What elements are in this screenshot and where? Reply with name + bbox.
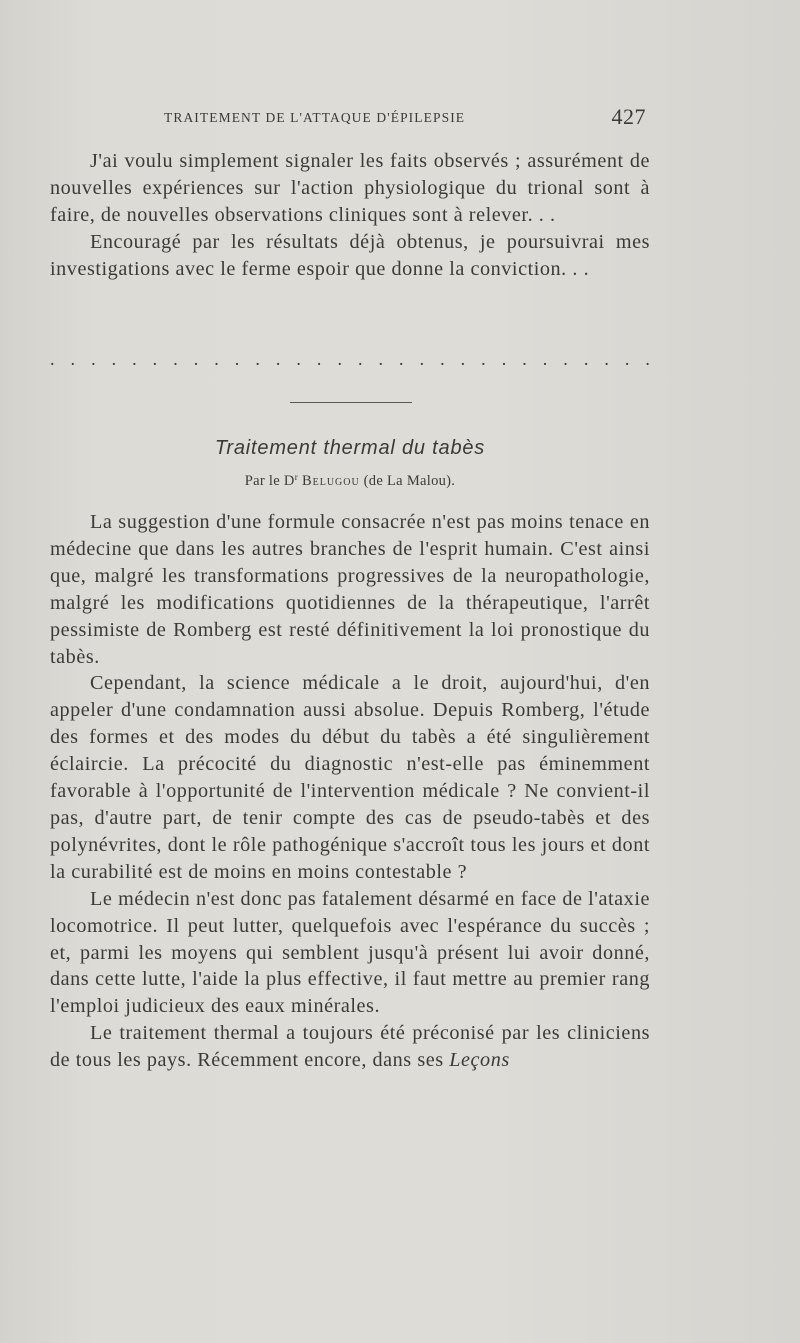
ellipsis-dot: . xyxy=(70,349,76,369)
ellipsis-dot: . xyxy=(440,349,445,369)
previous-article-conclusion xyxy=(50,148,650,283)
paragraph xyxy=(50,1020,650,1074)
ellipsis-dot: . xyxy=(583,349,589,369)
section-divider xyxy=(290,402,412,403)
ellipsis-dot: . xyxy=(563,349,568,369)
ellipsis-dot: . xyxy=(275,349,281,369)
last-paragraph-text: Le traitement thermal a toujours été préconisé par les cliniciens de tous les pays. Récemment encore, dans ses xyxy=(50,1022,650,1072)
byline xyxy=(50,472,650,490)
ellipsis-dot: . xyxy=(378,349,383,369)
italic-word: Leçons xyxy=(449,1049,510,1072)
ellipsis-dot: . xyxy=(645,349,650,369)
ellipsis-dot: . xyxy=(152,349,158,369)
ellipsis-dot: . xyxy=(316,349,322,369)
ellipsis-dots xyxy=(50,351,650,367)
ellipsis-dot: . xyxy=(419,349,425,369)
paragraph: J'ai voulu simplement signaler les faits observés ; assurément de nouvelles expériences sur l'action physiologique du trional sont à faire, de nouvelles observations cliniques sont à relever. . . xyxy=(50,150,650,226)
ellipsis-dot: . xyxy=(481,349,486,369)
ellipsis-dot: . xyxy=(337,349,342,369)
ellipsis-dot: . xyxy=(234,349,240,369)
ellipsis-dot: . xyxy=(522,349,527,369)
byline-sup: r xyxy=(294,472,298,482)
ellipsis-dot: . xyxy=(296,349,301,369)
paragraph: Encouragé par les résultats déjà obtenus, je poursuivrai mes investigations avec le ferme espoir que donne la conviction. . . xyxy=(50,230,650,280)
byline-prefix: Par le D xyxy=(244,473,295,489)
paragraph: Cependant, la science médicale a le droit, aujourd'hui, d'en appeler d'une condamnation aussi absolue. Depuis Romberg, l'étude des formes et des modes du début du tabès a été singulièrement éclaircie. La précocité du diagnostic n'est-elle pas éminemment favorable à l'opportunité de l'intervention médicale ? Ne convient-il pas, d'autre part, de tenir compte des cas de pseudo-tabès et des polynévrites, dont le rôle pathogénique s'accroît tous les jours et dont la curabilité est de moins en moins contestable ? xyxy=(50,672,650,883)
ellipsis-dot: . xyxy=(91,349,96,369)
ellipsis-dot: . xyxy=(111,349,117,369)
paragraph: Le médecin n'est donc pas fatalement désarmé en face de l'ataxie locomotrice. Il peut lutter, quelquefois avec l'espérance du succès ; et, parmi les moyens qui semblent jusqu'à présent lui avoir donné, dans cette lutte, l'aide la plus effective, il faut mettre au premier rang l'emploi judicieux des eaux minérales. xyxy=(50,887,650,1018)
author-name: Belugou xyxy=(301,473,360,489)
ellipsis-dot: . xyxy=(173,349,178,369)
ellipsis-dot: . xyxy=(542,349,548,369)
ellipsis-dot: . xyxy=(501,349,507,369)
ellipsis-dot: . xyxy=(193,349,199,369)
ellipsis-dot: . xyxy=(624,349,630,369)
ellipsis-dot: . xyxy=(399,349,404,369)
ellipsis-dot: . xyxy=(460,349,466,369)
ellipsis-dot: . xyxy=(255,349,260,369)
paragraph: La suggestion d'une formule consacrée n'est pas moins tenace en médecine que dans les autres branches de l'esprit humain. C'est ainsi que, malgré les transformations progressives de la neuropathologie, malgré les modifications quotidiennes de la thérapeutique, l'arrêt pessimiste de Romberg est resté définitivement la loi pronostique du tabès. xyxy=(50,511,650,668)
running-title: TRAITEMENT DE L'ATTAQUE D'ÉPILEPSIE xyxy=(164,110,466,125)
ellipsis-dot: . xyxy=(604,349,609,369)
ellipsis-dot: . xyxy=(214,349,219,369)
ellipsis-dot: . xyxy=(357,349,363,369)
ellipsis-dot: . xyxy=(50,349,55,369)
article-body xyxy=(50,509,650,1074)
running-head xyxy=(50,100,650,140)
ellipsis-dot: . xyxy=(132,349,137,369)
article-title: Traitement thermal du tabès xyxy=(214,437,486,459)
byline-suffix: (de La Malou). xyxy=(363,473,456,489)
page-number: 427 xyxy=(611,104,646,129)
